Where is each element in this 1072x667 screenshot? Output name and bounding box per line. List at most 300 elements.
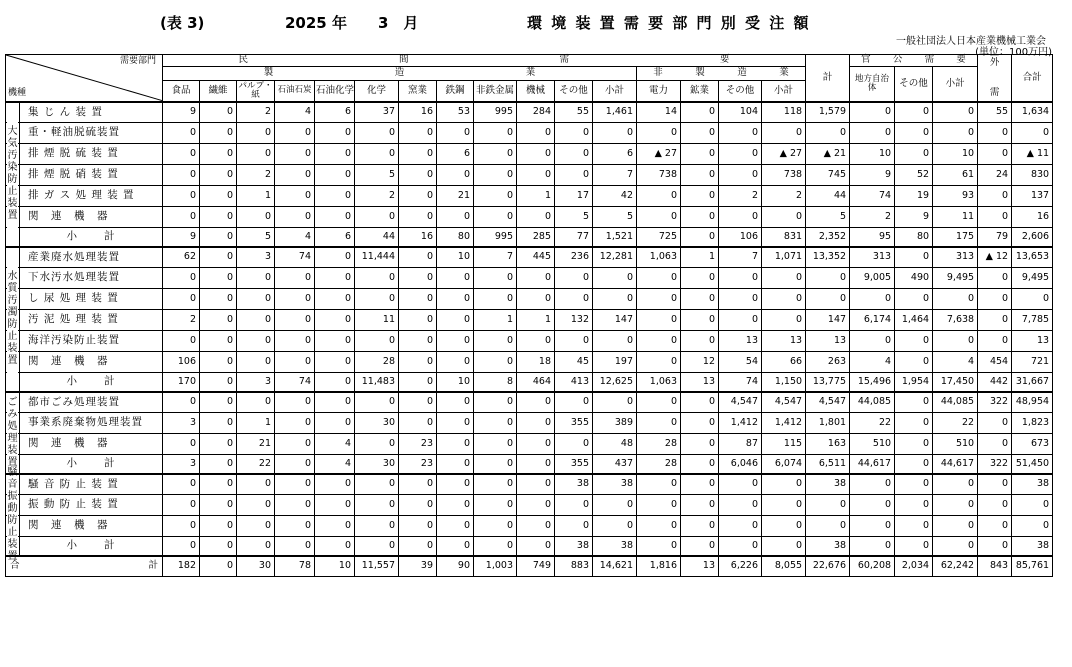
subtotal-row (6, 373, 1053, 392)
value-cell: 11,444 (355, 247, 399, 268)
value-cell: 38 (593, 474, 637, 495)
value-cell: 0 (399, 144, 437, 165)
value-cell: 0 (315, 474, 355, 495)
row-label: 排 煙 脱 硝 装 置 (6, 165, 163, 186)
subtotal-value: 79 (978, 228, 1012, 247)
value-cell: 0 (593, 123, 637, 144)
grand-total-value: 14,621 (593, 556, 637, 577)
value-cell: 0 (593, 516, 637, 537)
value-cell: 4,547 (806, 392, 850, 413)
value-cell: 0 (399, 516, 437, 537)
value-cell: 0 (895, 144, 933, 165)
subtotal-value: 413 (555, 373, 593, 392)
grand-total-value: 78 (275, 556, 315, 577)
value-cell: 2 (719, 186, 762, 207)
value-cell: 55 (978, 102, 1012, 123)
subtotal-value: 2,606 (1012, 228, 1053, 247)
table-row (6, 102, 1053, 123)
subtotal-row (6, 228, 1053, 247)
value-cell: 0 (163, 144, 200, 165)
report-month: 3 月 (378, 14, 419, 32)
value-cell: 16 (1012, 207, 1053, 228)
value-cell: 0 (555, 331, 593, 352)
subtotal-label: 小 計 (6, 373, 163, 392)
subtotal-value: 0 (517, 455, 555, 474)
value-cell: 0 (555, 144, 593, 165)
value-cell: 0 (315, 247, 355, 268)
subtotal-value: 0 (200, 373, 237, 392)
value-cell: 9 (895, 207, 933, 228)
row-label: 関 連 機 器 (6, 207, 163, 228)
value-cell: 0 (895, 331, 933, 352)
table-row (6, 268, 1053, 289)
grand-total-value: 883 (555, 556, 593, 577)
value-cell: 3 (237, 247, 275, 268)
value-cell: 1,461 (593, 102, 637, 123)
col-chemical: 化学 (355, 81, 399, 102)
table-row (6, 289, 1053, 310)
value-cell: 0 (474, 413, 517, 434)
value-cell: 0 (895, 392, 933, 413)
value-cell: 0 (978, 186, 1012, 207)
value-cell: 0 (474, 289, 517, 310)
value-cell: 147 (806, 310, 850, 331)
value-cell: 510 (933, 434, 978, 455)
value-cell: 0 (355, 495, 399, 516)
value-cell: 74 (850, 186, 895, 207)
value-cell: 21 (437, 186, 474, 207)
col-mfg-other: その他 (555, 81, 593, 102)
value-cell: 0 (555, 392, 593, 413)
value-cell: 0 (200, 123, 237, 144)
row-label: 関 連 機 器 (6, 516, 163, 537)
grand-total-value: 843 (978, 556, 1012, 577)
value-cell: 1,412 (762, 413, 806, 434)
value-cell: 510 (850, 434, 895, 455)
value-cell: 0 (517, 516, 555, 537)
value-cell: 2 (355, 186, 399, 207)
subtotal-value: 0 (895, 455, 933, 474)
subtotal-value: 6,074 (762, 455, 806, 474)
col-petroleum-coal: 石油石炭 (275, 81, 315, 102)
category-label: ごみ処理装置 (7, 393, 18, 473)
value-cell: 22 (850, 413, 895, 434)
value-cell: 0 (237, 289, 275, 310)
value-cell: 0 (978, 289, 1012, 310)
value-cell: 0 (200, 331, 237, 352)
grand-total-value: 13 (681, 556, 719, 577)
value-cell: 13,352 (806, 247, 850, 268)
value-cell: 0 (437, 207, 474, 228)
value-cell: 7 (474, 247, 517, 268)
subtotal-value: 442 (978, 373, 1012, 392)
table-row (6, 474, 1053, 495)
value-cell: 0 (517, 144, 555, 165)
value-cell: 0 (437, 413, 474, 434)
table-row (6, 186, 1053, 207)
value-cell: 0 (517, 392, 555, 413)
subtotal-value: 0 (399, 373, 437, 392)
value-cell: 0 (762, 310, 806, 331)
public-demand-header: 官 公 需 要 (850, 55, 978, 67)
value-cell: 0 (200, 289, 237, 310)
value-cell: 0 (163, 392, 200, 413)
value-cell: 0 (895, 474, 933, 495)
value-cell: 48,954 (1012, 392, 1053, 413)
subtotal-value: 1,954 (895, 373, 933, 392)
value-cell: 74 (275, 247, 315, 268)
value-cell: 0 (200, 102, 237, 123)
subtotal-value: 74 (719, 373, 762, 392)
subtotal-value: 74 (275, 373, 315, 392)
value-cell: 0 (681, 123, 719, 144)
value-cell: 22 (933, 413, 978, 434)
value-cell: 0 (850, 516, 895, 537)
value-cell: 106 (163, 352, 200, 373)
subtotal-value: 322 (978, 455, 1012, 474)
grand-total-label-right: 計 (148, 560, 158, 572)
value-cell: 0 (200, 516, 237, 537)
orders-table-body (6, 102, 1053, 577)
value-cell: 163 (806, 434, 850, 455)
value-cell: 38 (806, 474, 850, 495)
value-cell: 1,063 (637, 247, 681, 268)
value-cell: 0 (681, 165, 719, 186)
value-cell: 0 (237, 268, 275, 289)
value-cell: 0 (399, 207, 437, 228)
subtotal-value: 10 (437, 373, 474, 392)
organization-name: 一般社団法人日本産業機械工業会 (896, 36, 1046, 47)
value-cell: 0 (517, 331, 555, 352)
grand-total-value: 10 (315, 556, 355, 577)
col-nonferrous: 非鉄金属 (474, 81, 517, 102)
subtotal-value: 23 (399, 455, 437, 474)
value-cell: 0 (200, 352, 237, 373)
value-cell: 0 (637, 352, 681, 373)
value-cell: 0 (399, 289, 437, 310)
grand-total-value: 1,003 (474, 556, 517, 577)
value-cell: 21 (237, 434, 275, 455)
table-row (6, 331, 1053, 352)
value-cell: 0 (437, 495, 474, 516)
value-cell: 0 (275, 268, 315, 289)
value-cell: 0 (474, 144, 517, 165)
value-cell: 0 (637, 123, 681, 144)
value-cell: 19 (895, 186, 933, 207)
category-divider (19, 102, 20, 247)
value-cell: 0 (315, 144, 355, 165)
value-cell: 445 (517, 247, 555, 268)
value-cell: 93 (933, 186, 978, 207)
value-cell: 738 (762, 165, 806, 186)
value-cell: 0 (474, 516, 517, 537)
value-cell: 0 (681, 331, 719, 352)
value-cell: 0 (200, 165, 237, 186)
value-cell: 0 (719, 268, 762, 289)
value-cell: 0 (681, 186, 719, 207)
value-cell: 0 (593, 289, 637, 310)
value-cell: 0 (474, 165, 517, 186)
value-cell: 0 (474, 268, 517, 289)
value-cell: 0 (681, 495, 719, 516)
value-cell: 454 (978, 352, 1012, 373)
value-cell: 4 (315, 434, 355, 455)
value-cell: 13 (806, 331, 850, 352)
subtotal-value: 16 (399, 228, 437, 247)
value-cell: 0 (275, 495, 315, 516)
subtotal-value: 6,046 (719, 455, 762, 474)
value-cell: 313 (850, 247, 895, 268)
value-cell: 37 (355, 102, 399, 123)
value-cell: 0 (275, 310, 315, 331)
row-label: し 尿 処 理 装 置 (6, 289, 163, 310)
value-cell: 115 (762, 434, 806, 455)
subtotal-value: 80 (895, 228, 933, 247)
subtotal-value: 437 (593, 455, 637, 474)
value-cell: 0 (762, 495, 806, 516)
value-cell: 0 (399, 186, 437, 207)
subtotal-value: 0 (315, 537, 355, 556)
row-label: 騒 音 防 止 装 置 (6, 474, 163, 495)
corner-demand-label: 需要部門 (119, 56, 156, 66)
value-cell: 0 (275, 186, 315, 207)
value-cell: 38 (555, 474, 593, 495)
value-cell: 118 (762, 102, 806, 123)
subtotal-value: 355 (555, 455, 593, 474)
value-cell: 0 (437, 392, 474, 413)
value-cell: 0 (163, 165, 200, 186)
value-cell: 0 (517, 434, 555, 455)
value-cell: 0 (275, 144, 315, 165)
value-cell: 0 (719, 516, 762, 537)
value-cell: 0 (933, 123, 978, 144)
value-cell: 0 (275, 516, 315, 537)
value-cell: 0 (1012, 123, 1053, 144)
value-cell: 0 (681, 516, 719, 537)
value-cell: 0 (762, 123, 806, 144)
grand-total-value: 90 (437, 556, 474, 577)
grand-total-value: 60,208 (850, 556, 895, 577)
subtotal-value: 0 (200, 537, 237, 556)
value-cell: 13 (719, 331, 762, 352)
value-cell: 0 (850, 123, 895, 144)
value-cell: 0 (850, 495, 895, 516)
col-pulp-paper: パルプ・紙 (238, 80, 273, 100)
subtotal-value: 4 (275, 228, 315, 247)
col-textile: 繊維 (200, 81, 237, 102)
value-cell: 0 (895, 434, 933, 455)
orders-table (5, 54, 1053, 577)
value-cell: 4,547 (719, 392, 762, 413)
grand-total-label (6, 556, 163, 577)
value-cell: 0 (315, 186, 355, 207)
value-cell: 0 (355, 392, 399, 413)
value-cell: 0 (637, 392, 681, 413)
subtotal-value: 44,617 (850, 455, 895, 474)
subtotal-value: 0 (474, 455, 517, 474)
grand-total-header: 合計 (1012, 55, 1053, 102)
row-label: 海洋汚染防止装置 (6, 331, 163, 352)
grand-total-value: 749 (517, 556, 555, 577)
value-cell: 132 (555, 310, 593, 331)
value-cell: 0 (275, 392, 315, 413)
value-cell: 0 (806, 495, 850, 516)
value-cell: 0 (315, 392, 355, 413)
subtotal-value: 0 (237, 537, 275, 556)
value-cell: 0 (399, 413, 437, 434)
corner-model-label: 機種 (8, 87, 27, 98)
value-cell: 0 (237, 392, 275, 413)
value-cell: 0 (517, 495, 555, 516)
col-petrochemical: 石油化学 (315, 81, 355, 102)
value-cell: 9,005 (850, 268, 895, 289)
value-cell: 61 (933, 165, 978, 186)
value-cell: 10 (933, 144, 978, 165)
value-cell: 745 (806, 165, 850, 186)
value-cell: 0 (637, 207, 681, 228)
private-demand-header: 民 間 需 要 (163, 55, 806, 67)
subtotal-value: 9 (163, 228, 200, 247)
value-cell: 0 (437, 165, 474, 186)
row-label: 産業廃水処理装置 (6, 247, 163, 268)
value-cell: 0 (200, 413, 237, 434)
value-cell: ▲ 12 (978, 247, 1012, 268)
value-cell: 0 (762, 474, 806, 495)
value-cell: 0 (474, 186, 517, 207)
table-row (6, 123, 1053, 144)
value-cell: 0 (1012, 289, 1053, 310)
value-cell: 0 (474, 207, 517, 228)
col-nonmfg-other: その他 (719, 81, 762, 102)
table-row (6, 413, 1053, 434)
value-cell: 0 (895, 289, 933, 310)
value-cell: 0 (895, 123, 933, 144)
value-cell: 1,579 (806, 102, 850, 123)
value-cell: 0 (200, 434, 237, 455)
value-cell: 0 (315, 268, 355, 289)
grand-total-value: 2,034 (895, 556, 933, 577)
subtotal-value: 6 (315, 228, 355, 247)
value-cell: 0 (399, 247, 437, 268)
subtotal-value: 0 (681, 228, 719, 247)
value-cell: 0 (933, 474, 978, 495)
value-cell: 0 (719, 144, 762, 165)
subtotal-value: 0 (399, 537, 437, 556)
value-cell: 48 (593, 434, 637, 455)
value-cell: 16 (399, 102, 437, 123)
value-cell: 2 (163, 310, 200, 331)
value-cell: 0 (399, 495, 437, 516)
value-cell: 1 (237, 186, 275, 207)
subtotal-value: 175 (933, 228, 978, 247)
value-cell: 0 (474, 434, 517, 455)
value-cell: 0 (200, 310, 237, 331)
col-public-subtotal: 小計 (933, 67, 978, 102)
value-cell: 6 (315, 102, 355, 123)
value-cell: 2 (237, 102, 275, 123)
subtotal-value: 0 (517, 537, 555, 556)
grand-total-value: 0 (200, 556, 237, 577)
value-cell: 0 (593, 268, 637, 289)
subtotal-value: 0 (437, 455, 474, 474)
value-cell: 0 (933, 289, 978, 310)
subtotal-value: 2,352 (806, 228, 850, 247)
value-cell: 6 (593, 144, 637, 165)
subtotal-value: 3 (163, 455, 200, 474)
value-cell: 5 (806, 207, 850, 228)
row-label: 関 連 機 器 (6, 434, 163, 455)
grand-total-value: 11,557 (355, 556, 399, 577)
value-cell: 0 (806, 268, 850, 289)
value-cell: 62 (163, 247, 200, 268)
value-cell: 4 (850, 352, 895, 373)
subtotal-value: 0 (355, 537, 399, 556)
subtotal-value: 5 (237, 228, 275, 247)
value-cell: 0 (555, 123, 593, 144)
value-cell: 0 (355, 331, 399, 352)
table-row (6, 207, 1053, 228)
value-cell: 673 (1012, 434, 1053, 455)
value-cell: 13 (762, 331, 806, 352)
value-cell: 0 (806, 289, 850, 310)
foreign-demand-header: 外 需 (978, 55, 1012, 102)
value-cell: 0 (681, 144, 719, 165)
subtotal-value: 0 (719, 537, 762, 556)
row-label: 汚 泥 処 理 装 置 (6, 310, 163, 331)
value-cell: 0 (978, 310, 1012, 331)
value-cell: 0 (399, 268, 437, 289)
value-cell: 1,634 (1012, 102, 1053, 123)
value-cell: 0 (806, 516, 850, 537)
subtotal-value: 28 (637, 455, 681, 474)
subtotal-value: 13,775 (806, 373, 850, 392)
value-cell: 0 (517, 413, 555, 434)
value-cell: 23 (399, 434, 437, 455)
value-cell: 45 (555, 352, 593, 373)
value-cell: 0 (593, 392, 637, 413)
subtotal-value: 31,667 (1012, 373, 1053, 392)
subtotal-value: 0 (315, 373, 355, 392)
value-cell: 0 (355, 474, 399, 495)
value-cell: 0 (681, 289, 719, 310)
subtotal-value: 1,063 (637, 373, 681, 392)
value-cell: 0 (681, 474, 719, 495)
value-cell: 0 (555, 165, 593, 186)
value-cell: 0 (315, 165, 355, 186)
value-cell: 4 (933, 352, 978, 373)
value-cell: 0 (315, 207, 355, 228)
value-cell: 0 (163, 123, 200, 144)
value-cell: 0 (978, 474, 1012, 495)
value-cell: 12,281 (593, 247, 637, 268)
value-cell: 0 (399, 165, 437, 186)
value-cell: 0 (315, 331, 355, 352)
value-cell: 0 (237, 352, 275, 373)
value-cell: 0 (237, 207, 275, 228)
value-cell: 0 (237, 516, 275, 537)
subtotal-value: 12,625 (593, 373, 637, 392)
col-local-gov: 地方自治体 (850, 67, 895, 102)
value-cell: 0 (163, 516, 200, 537)
value-cell: 0 (437, 310, 474, 331)
value-cell: 1,412 (719, 413, 762, 434)
value-cell: 0 (474, 123, 517, 144)
value-cell: 0 (978, 268, 1012, 289)
subtotal-value: 51,450 (1012, 455, 1053, 474)
value-cell: 263 (806, 352, 850, 373)
value-cell: 0 (895, 102, 933, 123)
subtotal-value: 38 (1012, 537, 1053, 556)
